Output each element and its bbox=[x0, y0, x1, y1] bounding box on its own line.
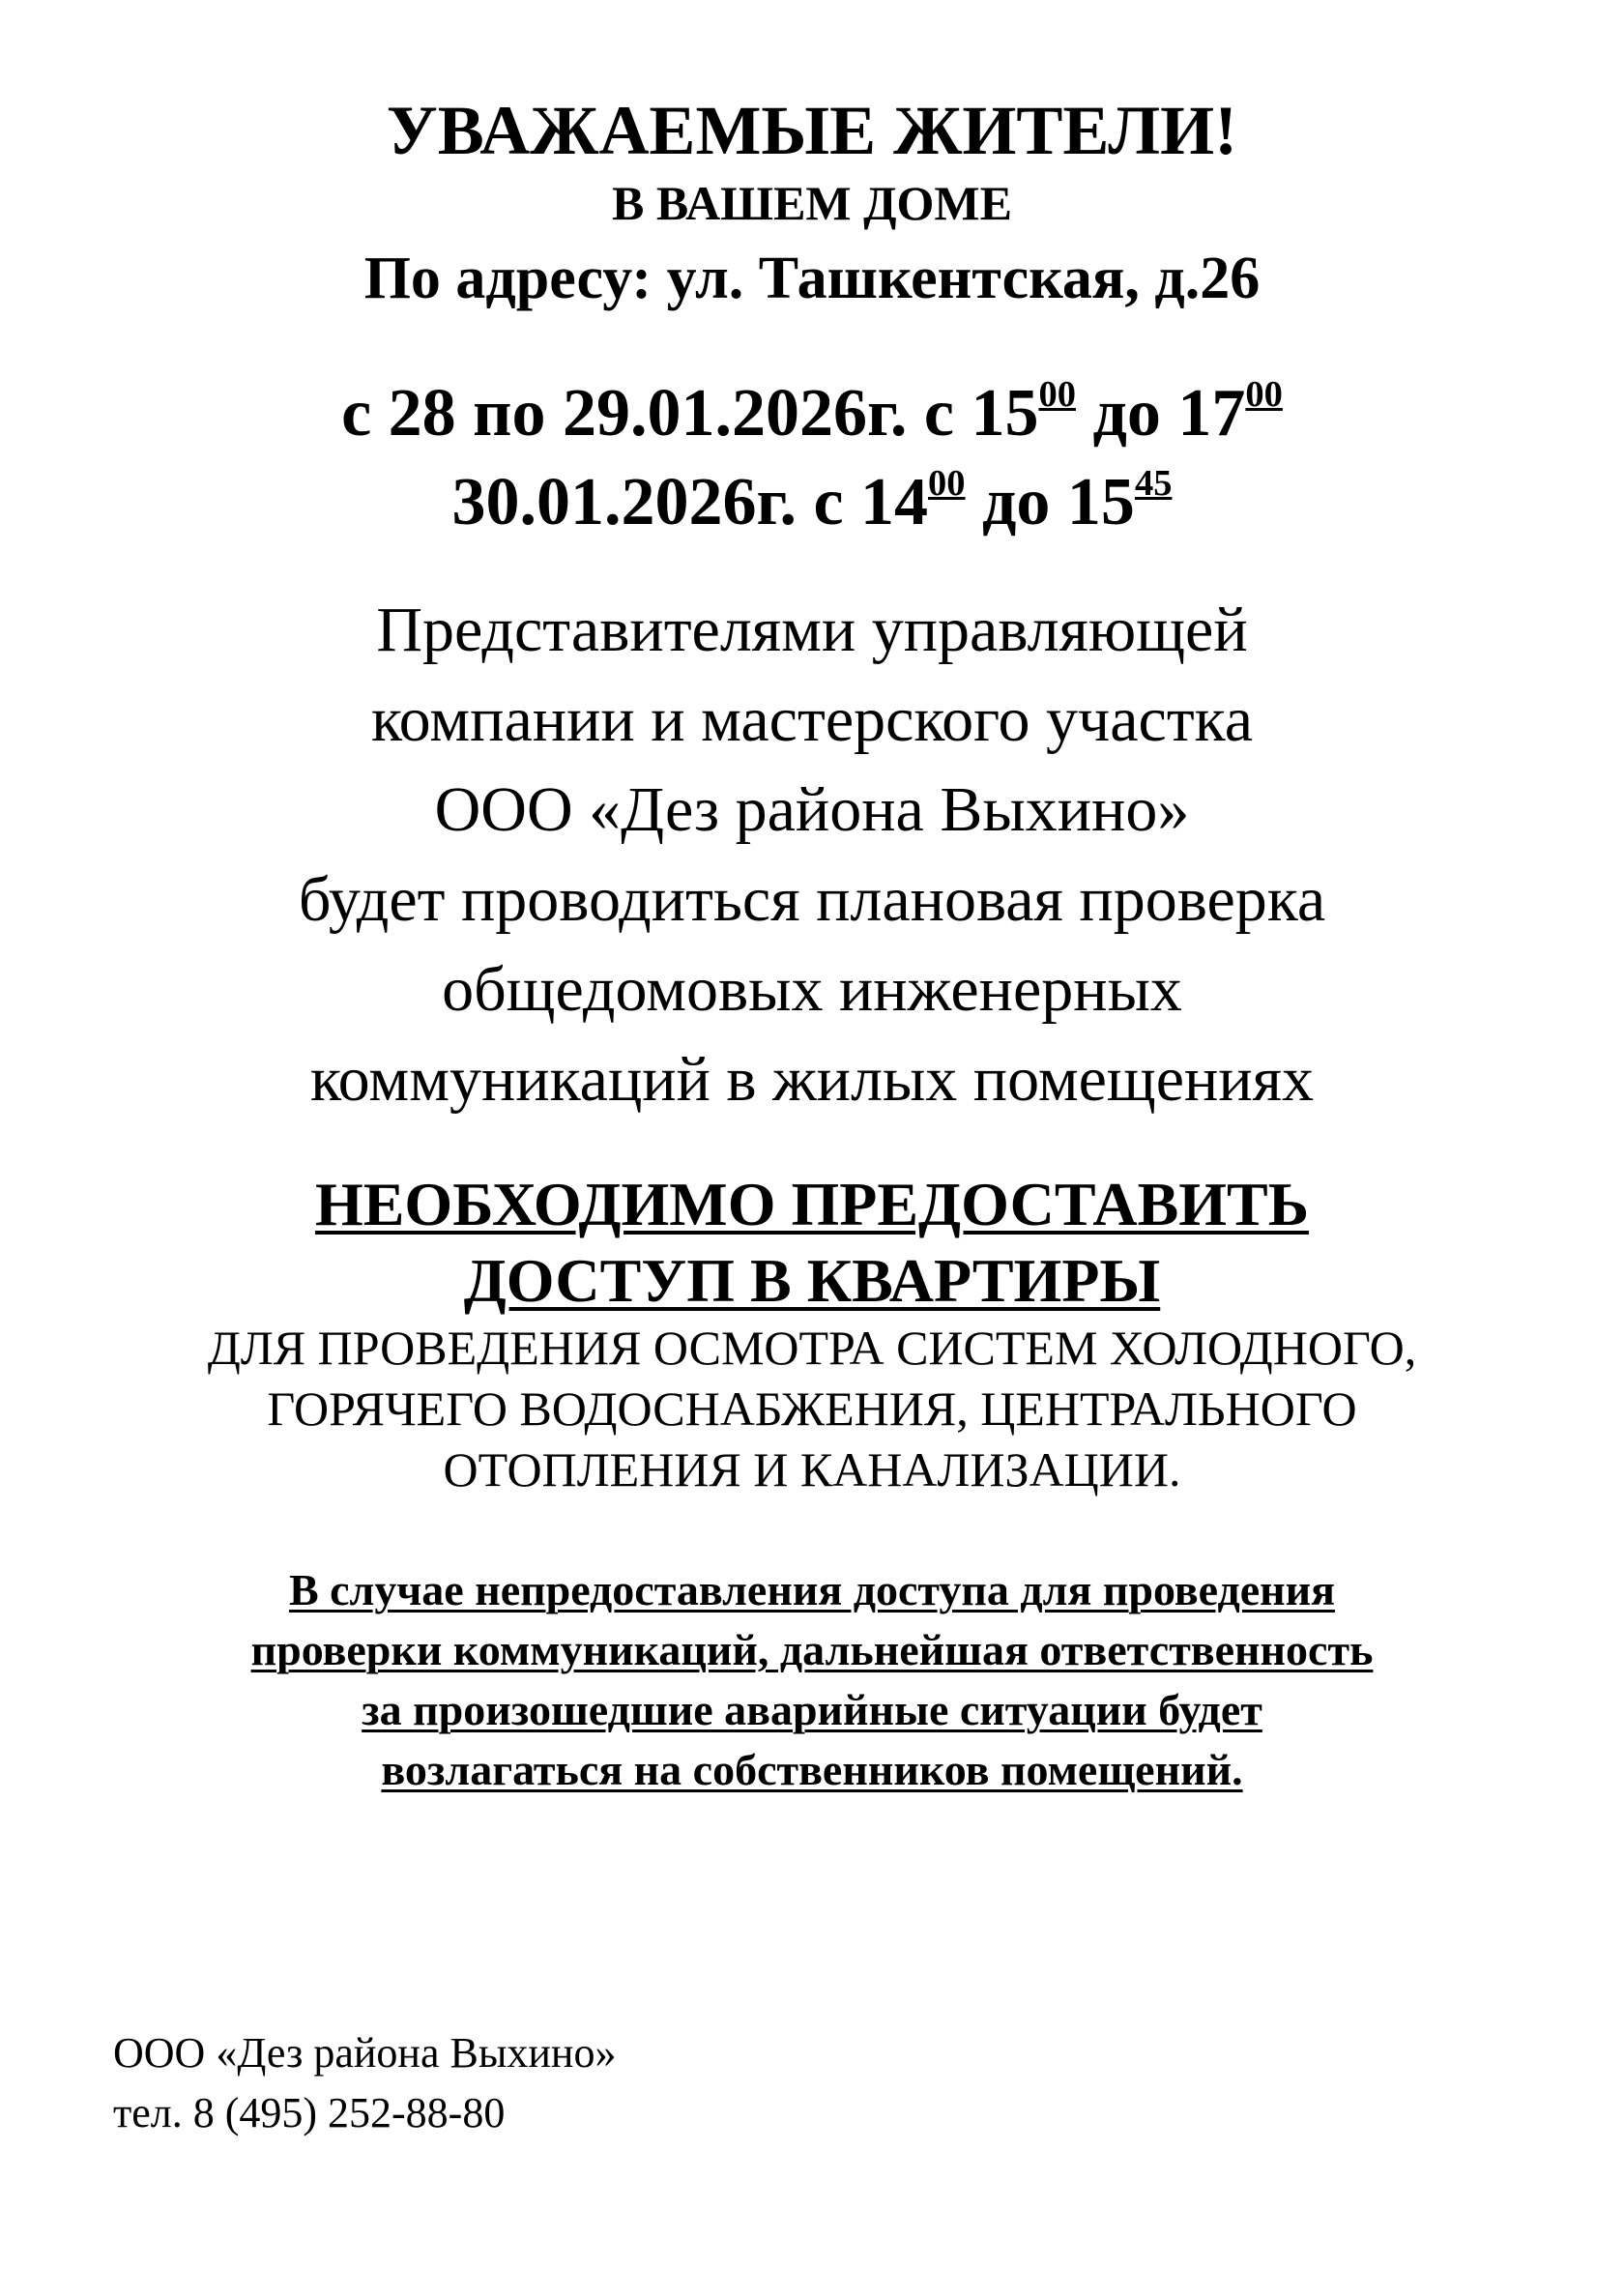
warning-line bbox=[0, 1560, 1624, 1620]
schedule-line-2-mid: до 15 bbox=[965, 465, 1135, 539]
body-line: коммуникаций в жилых помещениях bbox=[309, 1044, 1315, 1115]
schedule-line-1-mid: до 17 bbox=[1075, 376, 1246, 450]
requirement-heading-text: НЕОБХОДИМО ПРЕДОСТАВИТЬ bbox=[314, 1170, 1310, 1238]
purpose-line: ОТОПЛЕНИЯ И КАНАЛИЗАЦИИ. bbox=[443, 1442, 1181, 1497]
schedule-line-1-to-minutes: 00 bbox=[1245, 373, 1283, 415]
body-line: Представителями управляющей bbox=[376, 595, 1248, 665]
purpose-line: ГОРЯЧЕГО ВОДОСНАБЖЕНИЯ, ЦЕНТРАЛЬНОГО bbox=[267, 1381, 1357, 1436]
schedule-line-2-from-minutes: 00 bbox=[928, 462, 966, 504]
body-line: общедомовых инженерных bbox=[442, 954, 1182, 1025]
warning-line bbox=[0, 1620, 1624, 1680]
warning-text: возлагаться на собственников помещений. bbox=[381, 1745, 1243, 1794]
body-line: ООО «Дез района Выхино» bbox=[434, 774, 1190, 845]
warning-text: за произошедшие аварийные ситуации будет bbox=[362, 1685, 1262, 1734]
schedule-line-1-prefix: с 28 по 29.01.2026г. с 15 bbox=[341, 376, 1039, 450]
schedule-line-1-from-minutes: 00 bbox=[1038, 373, 1076, 415]
requirement-heading-line bbox=[0, 1166, 1624, 1243]
notice-greeting: УВАЖАЕМЫЕ ЖИТЕЛИ! bbox=[386, 92, 1238, 169]
schedule-line-2-prefix: 30.01.2026г. с 14 bbox=[451, 465, 929, 539]
body-line: компании и мастерского участка bbox=[370, 684, 1254, 755]
warning-line bbox=[0, 1680, 1624, 1740]
warning-text: В случае непредоставления доступа для проведения bbox=[288, 1565, 1336, 1614]
footer-phone: тел. 8 (495) 252-88-80 bbox=[113, 2089, 506, 2136]
requirement-heading-line bbox=[0, 1242, 1624, 1320]
warning-line bbox=[0, 1740, 1624, 1800]
purpose-line: ДЛЯ ПРОВЕДЕНИЯ ОСМОТРА СИСТЕМ ХОЛОДНОГО, bbox=[207, 1321, 1417, 1375]
warning-text: проверки коммуникаций, дальнейшая ответственность bbox=[250, 1625, 1374, 1674]
notice-address: По адресу: ул. Ташкентская, д.26 bbox=[363, 246, 1261, 311]
body-line: будет проводиться плановая проверка bbox=[298, 864, 1326, 935]
notice-in-house: В ВАШЕМ ДОМЕ bbox=[612, 176, 1012, 230]
requirement-heading-text: ДОСТУП В КВАРТИРЫ bbox=[463, 1246, 1161, 1315]
footer-organization: ООО «Дез района Выхино» bbox=[113, 2029, 617, 2077]
schedule-line-1 bbox=[0, 369, 1624, 468]
schedule-line-2-to-minutes: 45 bbox=[1134, 462, 1173, 504]
schedule-line-2 bbox=[0, 458, 1624, 557]
